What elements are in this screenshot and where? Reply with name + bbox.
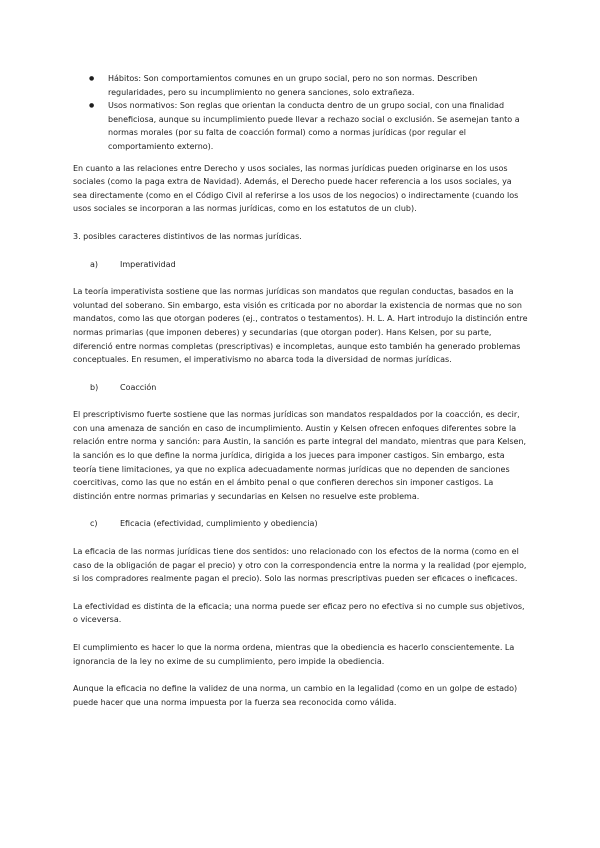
subsection-title: Eficacia (efectividad, cumplimiento y obediencia)	[120, 519, 318, 529]
subsection-label: a)	[90, 259, 99, 269]
subsection-heading-coaccion	[73, 381, 528, 395]
subsection-heading-imperatividad	[73, 258, 528, 272]
paragraph-coaccion: El prescriptivismo fuerte sostiene que las normas jurídicas son mandatos respaldados por la coacción, es decir, con una amenaza de sanción en caso de incumplimiento. Austin y Kelsen ofrecen enfoques diferentes sobre la relación entre norma y sanción: para Austin, la sanción es parte integral del mandato, mientras que para Kelsen, la sanción es lo que define la norma jurídica, dirigida a los jueces para imponer castigos. Sin embargo, esta teoría tiene limitaciones, ya que no explica adecuadamente normas jurídicas que no dependen de sanciones coercitivas, como las que no están en el ámbito penal o que confieren derechos sin imponer castigos. La distinción entre normas primarias y secundarias en Kelsen no resuelve este problema.	[73, 410, 527, 501]
subsection-title: Imperatividad	[120, 259, 176, 269]
section-heading: 3. posibles caracteres distintivos de las normas jurídicas.	[73, 231, 302, 241]
intro-paragraph: En cuanto a las relaciones entre Derecho y usos sociales, las normas jurídicas pueden originarse en los usos sociales (como la paga extra de Navidad). Además, el Derecho puede hacer referencia a los usos sociales, ya sea directamente (como en el Código Civil al referirse a los usos de los negocios) o indirectamente (cuando los usos sociales se incorporan a las normas jurídicas, como en los estatutos de un club).	[73, 163, 519, 214]
subsection-label: b)	[90, 382, 99, 392]
paragraph-eficacia-sentidos: La eficacia de las normas jurídicas tiene dos sentidos: uno relacionado con los efectos de la norma (como en el caso de la obligación de pagar el precio) y otro con la correspondencia entre la norma y la realidad (por ejemplo, si los compradores realmente pagan el precio). Solo las normas prescriptivas pueden ser eficaces o ineficaces.	[73, 547, 527, 584]
document-body	[73, 72, 528, 723]
subsection-title: Coacción	[120, 382, 157, 392]
paragraph-cumplimiento: El cumplimiento es hacer lo que la norma ordena, mientras que la obediencia es hacerlo conscientemente. La ignorancia de la ley no exime de su cumplimiento, pero impide la obediencia.	[73, 643, 515, 666]
bullet-item-habitos: ● Hábitos: Son comportamientos comunes en un grupo social, pero no son normas. Describen regularidades, pero su incumplimiento no genera sanciones, solo extrañeza.	[73, 72, 528, 99]
paragraph-validez: Aunque la eficacia no define la validez de una norma, un cambio en la legalidad (como en un golpe de estado) puede hacer que una norma impuesta por la fuerza sea reconocida como válida.	[73, 684, 518, 707]
bullet-item-usos-normativos: ● Usos normativos: Son reglas que orientan la conducta dentro de un grupo social, con una finalidad beneficiosa, aunque su incumplimiento puede llevar a rechazo social o exclusión. Se asemejan tanto a normas morales (por su falta de coacción formal) como a normas jurídicas (por regular el comportamiento externo).	[73, 99, 528, 153]
paragraph-efectividad: La efectividad es distinta de la eficacia; una norma puede ser eficaz pero no efectiva si no cumple sus objetivos, o viceversa.	[73, 601, 525, 625]
bullet-list	[73, 72, 528, 154]
subsection-heading-eficacia	[73, 517, 528, 531]
subsection-label: c)	[90, 519, 98, 529]
paragraph-imperatividad: La teoría imperativista sostiene que las normas jurídicas son mandatos que regulan conductas, basados en la voluntad del soberano. Sin embargo, esta visión es criticada por no abordar la existencia de normas que no son mandatos, como las que otorgan poderes (ej., contratos o testamentos). H. L. A. Hart introdujo la distinción entre normas primarias (que imponen deberes) y secundarias (que otorgan poder). Hans Kelsen, por su parte, diferenció entre normas completas (prescriptivas) e incompletas, aunque esto también ha generado problemas conceptuales. En resumen, el imperativismo no abarca toda la diversidad de normas jurídicas.	[73, 287, 528, 365]
